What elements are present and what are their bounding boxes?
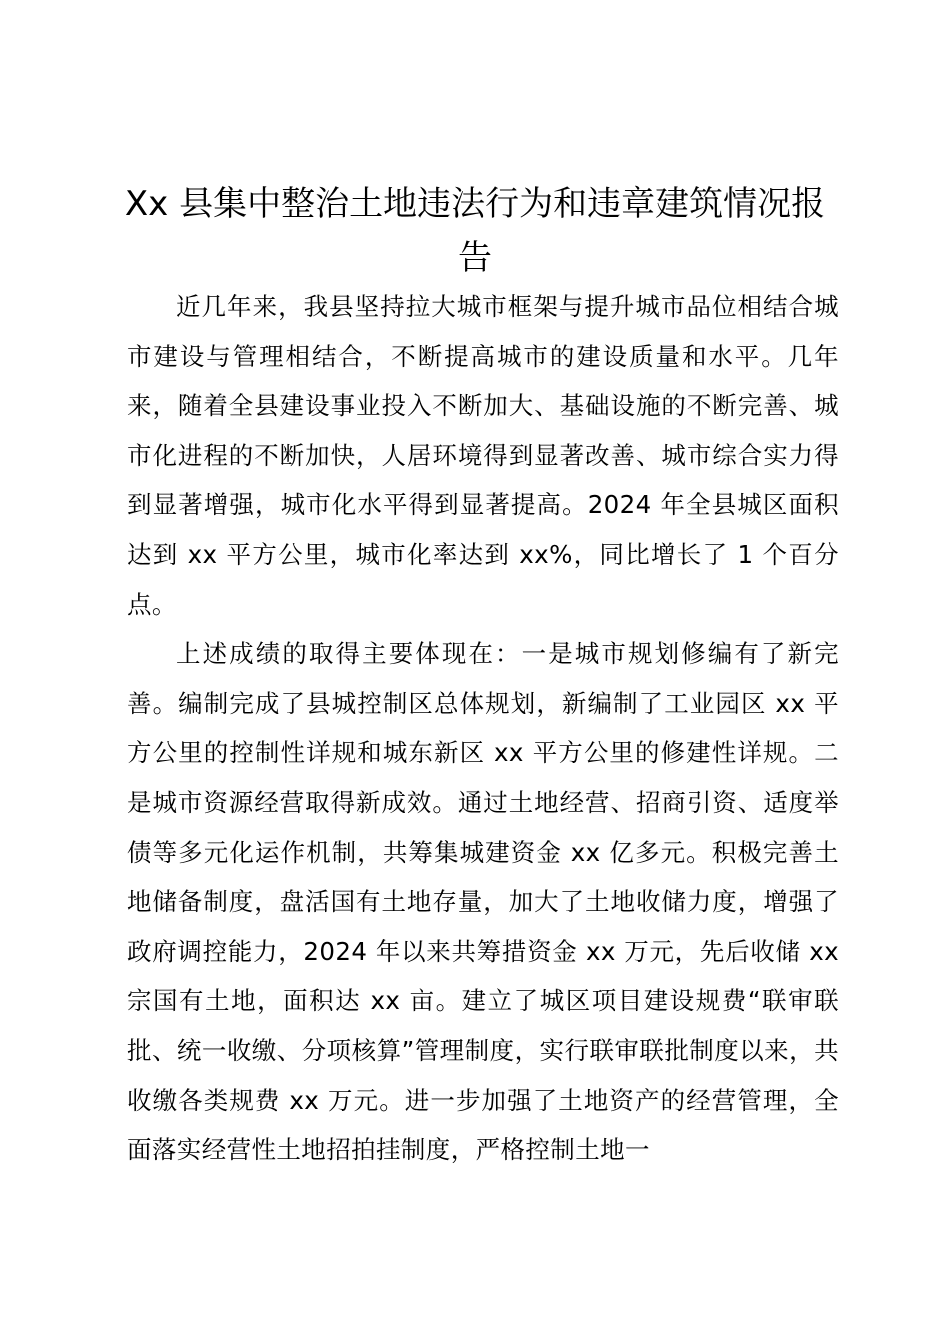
document-title: Xx 县集中整治土地违法行为和违章建筑情况报告 xyxy=(124,184,826,278)
paragraph-achievements: 上述成绩的取得主要体现在：一是城市规划修编有了新完善。编制完成了县城控制区总体规划，新编制了工业园区 xx 平方公里的控制性详规和城东新区 xx 平方公里的修建性详规。二是城市资源经营取得新成效。通过土地经营、招商引资、适度举债等多元化运作机制，共筹集城建资金 xx 亿多元。积极完善土地储备制度，盘活国有土地存量，加大了土地收储力度，增强了政府调控能力，2024 年以来共筹措资金 xx 万元，先后收储 xx 宗国有土地，面积达 xx 亩。建立了城区项目建设规费“联审联批、统一收缴、分项核算”管理制度，实行联审联批制度以来，共收缴各类规费 xx 万元。进一步加强了土地资产的经营管理，全面落实经营性土地招拍挂制度，严格控制土地一 xyxy=(127,639,839,1165)
paragraph-intro: 近几年来，我县坚持拉大城市框架与提升城市品位相结合城市建设与管理相结合，不断提高城市的建设质量和水平。几年来，随着全县建设事业投入不断加大、基础设施的不断完善、城市化进程的不断加快，人居环境得到显著改善、城市综合实力得到显著增强，城市化水平得到显著提高。2024 年全县城区面积达到 xx 平方公里，城市化率达到 xx%，同比增长了 1 个百分点。 xyxy=(127,292,839,619)
document-body xyxy=(127,282,839,1175)
